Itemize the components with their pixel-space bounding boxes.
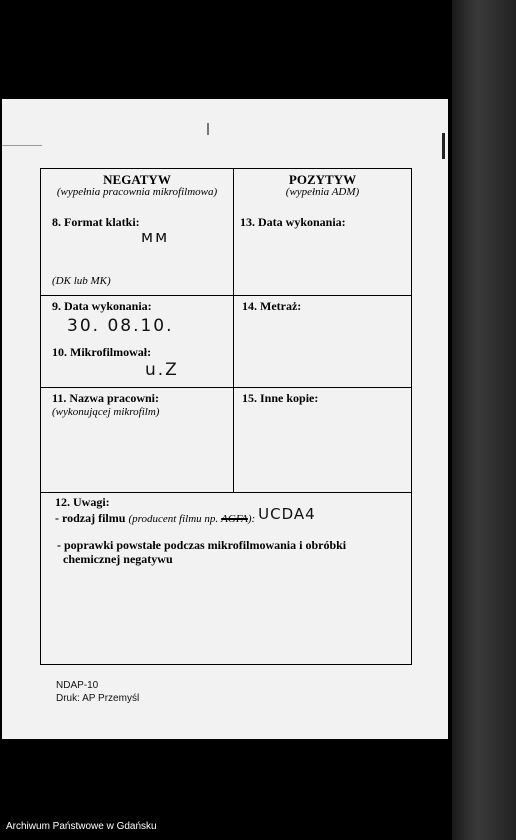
pozytyw-section: [234, 169, 411, 295]
uwagi-section: [41, 493, 411, 663]
rodzaj-filmu-value: UCDA4: [258, 505, 316, 523]
nazwa-pracowni-hint: (wykonującej mikrofilm): [52, 406, 160, 418]
inne-kopie-label: 15. Inne kopie:: [242, 391, 319, 405]
data-wykonania-label: 9. Data wykonania:: [52, 299, 152, 313]
archive-caption: Archiwum Państwowe w Gdańsku: [6, 821, 157, 832]
format-klatki-hint: (DK lub MK): [52, 275, 111, 287]
scan-mark: [207, 123, 209, 135]
poprawki-label-cont: chemicznej negatywu: [63, 552, 173, 566]
scan-mark: [2, 145, 42, 146]
nazwa-pracowni-section: [41, 388, 233, 492]
format-klatki-value: мм: [141, 227, 170, 246]
agfa-struck: AGFA: [221, 513, 248, 525]
data-mikrofilmowal-section: [41, 296, 233, 387]
uwagi-label: 12. Uwagi:: [55, 495, 110, 509]
mikrofilmowal-label: 10. Mikrofilmował:: [52, 345, 152, 359]
data-wykonania-pozytyw-label: 13. Data wykonania:: [240, 215, 346, 229]
pozytyw-header: POZYTYW: [288, 172, 357, 187]
producent-hint: (producent filmu np.: [128, 513, 219, 525]
rodzaj-filmu-label: - rodzaj filmu: [55, 511, 126, 525]
data-wykonania-value: 30. 08.10.: [67, 316, 174, 336]
negatyw-section: [41, 169, 233, 295]
poprawki-label: - poprawki powstałe podczas mikrofilmowania i obróbki: [57, 538, 347, 552]
format-klatki-label: 8. Format klatki:: [52, 215, 140, 229]
rodzaj-filmu-line: [55, 505, 316, 526]
negatyw-header-note: (wypełnia pracownia mikrofilmowa): [56, 186, 218, 198]
mikrofilmowal-value: u.Z: [145, 360, 179, 380]
negatyw-header: NEGATYW: [103, 172, 171, 187]
scan-mark: [442, 133, 445, 159]
metraz-section: [234, 296, 411, 387]
nazwa-pracowni-label: 11. Nazwa pracowni:: [52, 391, 159, 405]
pozytyw-header-note: (wypełnia ADM): [285, 186, 360, 198]
form-code: NDAP-10: [56, 680, 99, 691]
microfilm-record-card: [40, 168, 412, 665]
film-edge-strip: [452, 0, 516, 840]
document-sheet: [2, 99, 448, 739]
metraz-label: 14. Metraż:: [242, 299, 302, 313]
inne-kopie-section: [234, 388, 411, 492]
producent-hint-close: ):: [247, 513, 256, 525]
print-info: Druk: AP Przemyśl: [56, 693, 140, 704]
